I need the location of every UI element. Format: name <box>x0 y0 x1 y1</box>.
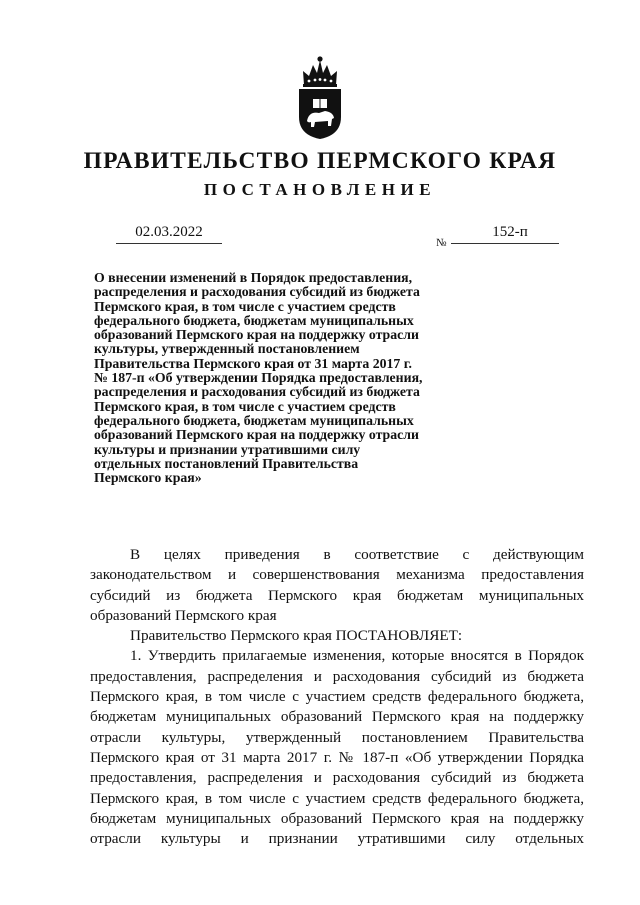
coat-of-arms-icon <box>295 55 345 140</box>
subject-line: Пермского края, в том числе с участием средств <box>94 298 396 314</box>
subject-line: отдельных постановлений Правительства <box>94 455 359 471</box>
subject-line: № 187-п «Об утверждении Порядка предоставления, <box>94 370 423 386</box>
body-line: бюджетам муниципальных образований Пермского края на поддержку <box>90 809 584 827</box>
body-line: субсидий из бюджета Пермского края бюджетам муниципальных <box>90 586 584 604</box>
document-subject <box>94 271 474 485</box>
document-type: ПОСТАНОВЛЕНИЕ <box>203 180 437 199</box>
body-line: отрасли культуры, утвержденный постановлением Правительства <box>90 728 584 746</box>
body-line: Пермского края от 31 марта 2017 г. № 187-п «Об утверждении Порядка <box>90 748 584 766</box>
document-date: 02.03.2022 <box>135 224 203 240</box>
document-body <box>90 545 584 849</box>
number-label: № <box>436 237 447 249</box>
subject-line: распределения и расходования субсидий из бюджета <box>94 284 420 300</box>
number-underline <box>451 242 559 244</box>
body-line: законодательством и совершенствования механизма предоставления <box>90 566 584 584</box>
body-line: предоставления, распределения и расходования субсидий из бюджета <box>90 667 584 685</box>
body-line: отрасли культуры и признании утратившими силу отдельных <box>90 830 584 848</box>
subject-line: распределения и расходования субсидий из бюджета <box>94 384 420 400</box>
subject-line: федерального бюджета, бюджетам муниципальных <box>94 412 414 428</box>
subject-line: образований Пермского края на поддержку отрасли <box>94 427 419 443</box>
body-line: Пермского края, в том числе с участием средств федерального бюджета, <box>90 789 584 807</box>
subject-line: федерального бюджета, бюджетам муниципальных <box>94 312 414 328</box>
subject-line: Пермского края» <box>94 470 202 486</box>
number-field <box>451 224 559 244</box>
body-line: образований Пермского края <box>90 606 277 624</box>
body-line: предоставления, распределения и расходования субсидий из бюджета <box>90 769 584 787</box>
subject-line: культуры, утвержденный постановлением <box>94 341 360 357</box>
subject-line: Правительства Пермского края от 31 марта 2017 г. <box>94 355 412 371</box>
body-line: В целях приведения в соответствие с действующим <box>130 546 584 563</box>
government-title: ПРАВИТЕЛЬСТВО ПЕРМСКОГО КРАЯ <box>83 148 557 174</box>
body-line: бюджетам муниципальных образований Пермского края на поддержку <box>90 708 584 726</box>
body-line: 1. Утвердить прилагаемые изменения, которые вносятся в Порядок <box>130 647 584 665</box>
document-number: 152-п <box>492 224 528 240</box>
date-field <box>116 224 222 244</box>
resolution-line: Правительство Пермского края ПОСТАНОВЛЯЕТ: <box>130 627 463 645</box>
subject-line: образований Пермского края на поддержку отрасли <box>94 327 419 343</box>
date-underline <box>116 242 222 244</box>
subject-line: культуры и признании утратившими силу <box>94 441 361 457</box>
subject-line: О внесении изменений в Порядок предоставления, <box>94 270 413 285</box>
body-line: Пермского края, в том числе с участием средств федерального бюджета, <box>90 688 584 706</box>
subject-line: Пермского края, в том числе с участием средств <box>94 398 396 414</box>
